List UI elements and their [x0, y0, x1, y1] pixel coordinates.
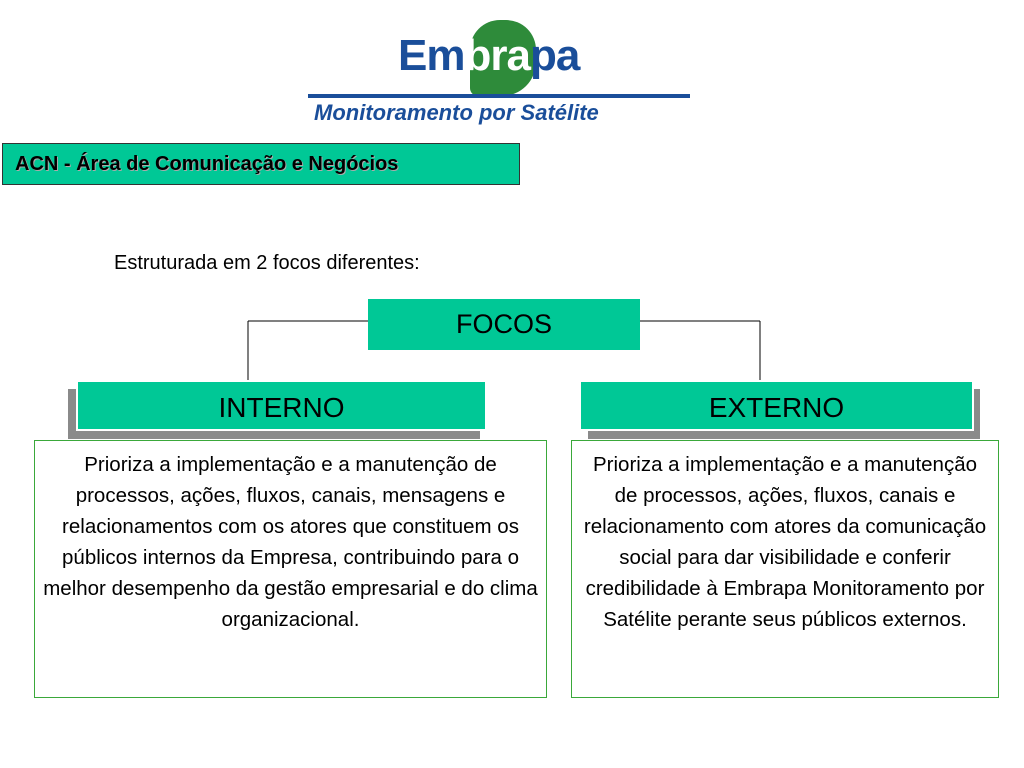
- logo-word-right: pa: [529, 31, 580, 80]
- section-title: ACN - Área de Comunicação e Negócios: [2, 143, 520, 185]
- intro-text: Estruturada em 2 focos diferentes:: [114, 252, 420, 274]
- logo-subtitle: Monitoramento por Satélite: [314, 100, 599, 125]
- logo-word-mid: bra: [464, 31, 530, 80]
- internal-description: Prioriza a implementação e a manutenção de processos, ações, fluxos, canais, mensagens e relacionamentos com os atores que constituem os públicos internos da Empresa, contribuindo para o melhor desempenho da gestão empresarial e do clima organizacional.: [34, 440, 547, 698]
- external-node: EXTERNO: [579, 380, 974, 431]
- root-node-focos: FOCOS: [368, 299, 640, 350]
- internal-node: INTERNO: [76, 380, 487, 431]
- logo-word-left: Em: [398, 31, 465, 80]
- external-description: Prioriza a implementação e a manutenção de processos, ações, fluxos, canais e relacionamento com atores da comunicação social para dar visibilidade e conferir credibilidade à Embrapa Monitoramento por Satélite perante seus públicos externos.: [571, 440, 999, 698]
